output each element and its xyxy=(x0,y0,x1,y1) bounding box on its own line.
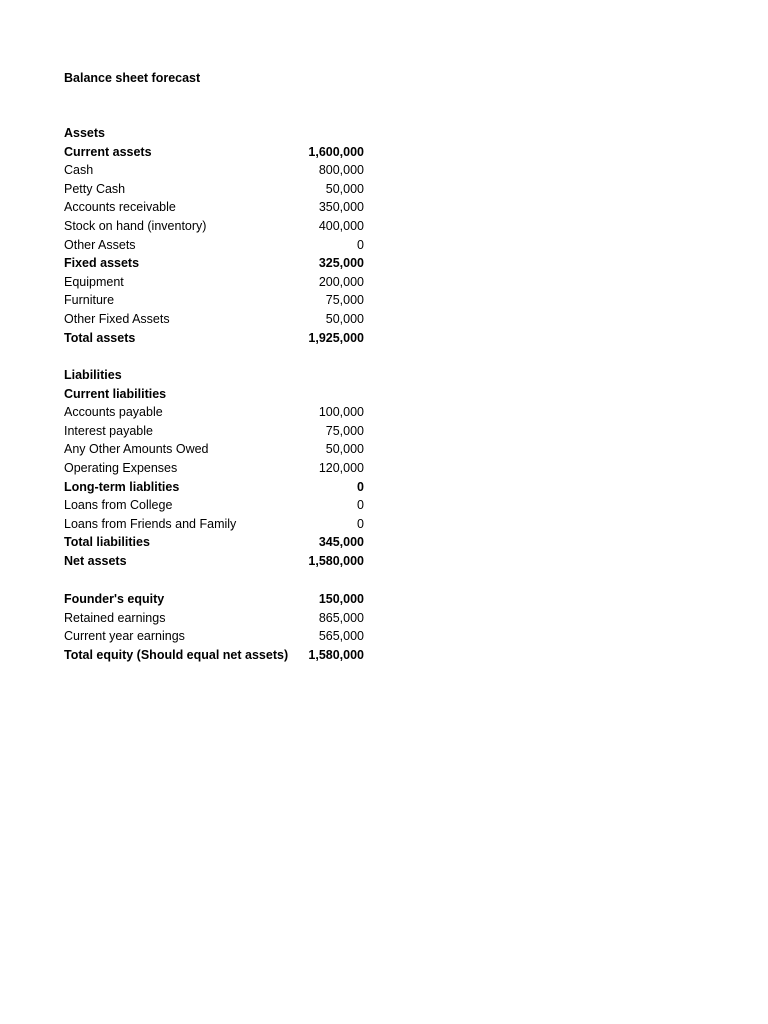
row-label: Equipment xyxy=(64,274,124,289)
row-value: 565,000 xyxy=(318,629,364,644)
row-label: Current liabilities xyxy=(64,386,167,401)
row-value: 350,000 xyxy=(318,200,364,215)
row-label: Other Assets xyxy=(64,237,136,252)
row-label: Operating Expenses xyxy=(64,460,178,475)
row-label: Stock on hand (inventory) xyxy=(64,218,207,233)
row-petty-cash xyxy=(64,180,364,199)
row-stock-on-hand-inventory xyxy=(64,217,364,236)
row-interest-payable xyxy=(64,422,364,441)
row-value: 865,000 xyxy=(318,610,364,625)
row-value: 50,000 xyxy=(325,181,364,196)
row-other-fixed-assets xyxy=(64,310,364,329)
row-loans-from-friends-and-family xyxy=(64,515,364,534)
row-total-assets xyxy=(64,329,364,348)
row-cash xyxy=(64,161,364,180)
row-label: Any Other Amounts Owed xyxy=(64,442,209,457)
row-fixed-assets xyxy=(64,254,364,273)
row-label: Loans from Friends and Family xyxy=(64,516,237,531)
row-label: Cash xyxy=(64,163,94,178)
row-loans-from-college xyxy=(64,496,364,515)
row-furniture xyxy=(64,291,364,310)
row-label: Total assets xyxy=(64,330,136,345)
equity-section xyxy=(64,590,364,664)
row-value: 100,000 xyxy=(318,405,364,420)
row-label: Interest payable xyxy=(64,423,153,438)
row-label: Petty Cash xyxy=(64,181,126,196)
row-label: Accounts payable xyxy=(64,405,163,420)
row-retained-earnings xyxy=(64,609,364,628)
row-value: 1,600,000 xyxy=(308,144,364,159)
row-any-other-amounts-owed xyxy=(64,440,364,459)
row-value: 75,000 xyxy=(325,423,364,438)
assets-section xyxy=(64,124,364,347)
row-value: 75,000 xyxy=(325,293,364,308)
row-label: Total liabilities xyxy=(64,535,150,550)
row-label: Current assets xyxy=(64,144,152,159)
row-assets xyxy=(64,124,364,143)
row-value: 120,000 xyxy=(318,460,364,475)
row-label: Founder's equity xyxy=(64,592,165,606)
liabilities-section xyxy=(64,366,364,571)
row-other-assets xyxy=(64,236,364,255)
row-label: Total equity (Should equal net assets) xyxy=(64,647,289,662)
row-value: 0 xyxy=(357,516,364,531)
row-label: Loans from College xyxy=(64,498,173,513)
row-current-liabilities xyxy=(64,385,364,404)
row-value: 345,000 xyxy=(318,535,364,550)
row-label: Accounts receivable xyxy=(64,200,176,215)
row-total-equity-should-equal-net-assets xyxy=(64,646,364,665)
row-value: 800,000 xyxy=(318,163,364,178)
row-value: 50,000 xyxy=(325,442,364,457)
row-value: 1,925,000 xyxy=(308,330,364,345)
row-label: Long-term liablities xyxy=(64,479,180,494)
page-title: Balance sheet forecast xyxy=(64,71,201,85)
row-liabilities xyxy=(64,366,364,385)
row-label: Other Fixed Assets xyxy=(64,311,170,326)
row-operating-expenses xyxy=(64,459,364,478)
row-net-assets xyxy=(64,552,364,571)
row-value: 150,000 xyxy=(318,592,364,606)
row-long-term-liablities xyxy=(64,478,364,497)
row-value: 400,000 xyxy=(318,218,364,233)
row-value: 1,580,000 xyxy=(308,553,364,568)
row-value: 0 xyxy=(357,237,364,252)
row-founder-s-equity xyxy=(64,590,364,609)
row-value: 1,580,000 xyxy=(308,647,364,662)
row-label: Liabilities xyxy=(64,368,122,382)
row-accounts-receivable xyxy=(64,198,364,217)
row-value: 50,000 xyxy=(325,311,364,326)
row-label: Current year earnings xyxy=(64,629,185,644)
row-label: Fixed assets xyxy=(64,256,140,271)
row-current-assets xyxy=(64,143,364,162)
row-value: 0 xyxy=(357,479,364,494)
row-label: Furniture xyxy=(64,293,115,308)
row-label: Retained earnings xyxy=(64,610,166,625)
row-value: 200,000 xyxy=(318,274,364,289)
row-equipment xyxy=(64,273,364,292)
row-label: Net assets xyxy=(64,553,127,568)
row-value: 0 xyxy=(357,498,364,513)
row-label: Assets xyxy=(64,126,105,140)
row-accounts-payable xyxy=(64,403,364,422)
row-total-liabilities xyxy=(64,533,364,552)
row-value: 325,000 xyxy=(318,256,364,271)
row-current-year-earnings xyxy=(64,627,364,646)
